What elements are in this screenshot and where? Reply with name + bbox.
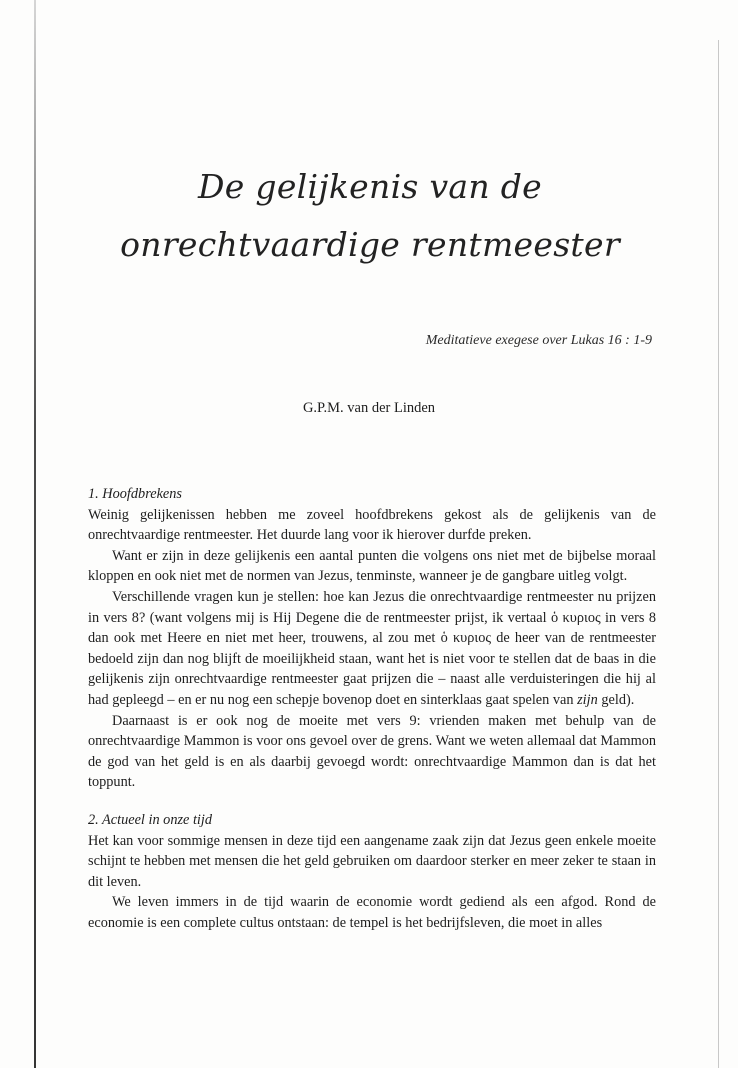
title-line-1: De gelijkenis van de [198,167,542,206]
emphasis-text: zijn [577,691,598,708]
article-subtitle: Meditatieve exegese over Lukas 16 : 1-9 [425,333,652,348]
section-heading-1: 1. Hoofdbrekens [88,486,182,502]
paragraph: Weinig gelijkenissen hebben me zoveel hoofdbrekens gekost als de gelijkenis van de onrechtvaardige rentmeester. Het duurde lang voor ik hierover durfde preken. [88,506,656,544]
binding-edge [34,0,36,1068]
paragraph: Daarnaast is er ook nog de moeite met vers 9: vrienden maken met behulp van de onrechtvaardige Mammon is voor ons gevoel over de grens. Want we weten allemaal dat Mammon de god van het geld is en als daarbij gevoegd wordt: onrechtvaardige Mammon dan is dat het toppunt. [88,712,656,791]
page-edge [718,40,719,1068]
section-heading-2: 2. Actueel in onze tijd [88,811,213,828]
paragraph: Want er zijn in deze gelijkenis een aantal punten die volgens ons niet met de bijbelse moraal kloppen en ook niet met de normen van Jezus, tenminste, wanneer je de gangbare uitleg volgt. [88,547,656,585]
paragraph: We leven immers in de tijd waarin de economie wordt gediend als een afgod. Rond de economie is een complete cultus ontstaan: de tempel is het bedrijfsleven, die moet in alles [88,894,656,931]
paragraph [88,587,656,711]
paragraph-text: Verschillende vragen kun je stellen: hoe kan Jezus die onrechtvaardige rentmeester nu prijzen in vers 8? (want volgens mij is Hij Degene die de rentmeester prijst, ik vertaal ὁ κυριος in vers 8 dan ook met Heere en niet met heer, trouwens, al zou met ὁ κυριος de heer van de rentmeester bedoeld zijn dan nog blijft de moeilijkheid staan, want het is niet voor te stellen dat de baas in die gelijkenis zijn onrechtvaardige rentmeester gaat prijzen die – naast alle verduisteringen die hij al had gepleegd – en er nu nog een schepje bovenop doet en sinterklaas gaat spelen van [88,588,656,708]
article-title [60,158,680,274]
paragraph: Het kan voor sommige mensen in deze tijd een aangename zaak zijn dat Jezus geen enkele moeite schijnt te hebben met mensen die het geld gebruiken om daardoor sterker en meer zeker te staan in dit leven. [88,832,656,890]
author-name: G.P.M. van der Linden [302,400,436,416]
paragraph-text: geld). [597,691,635,708]
title-line-2: onrechtvaardige rentmeester [120,225,620,264]
article-body [88,484,656,933]
